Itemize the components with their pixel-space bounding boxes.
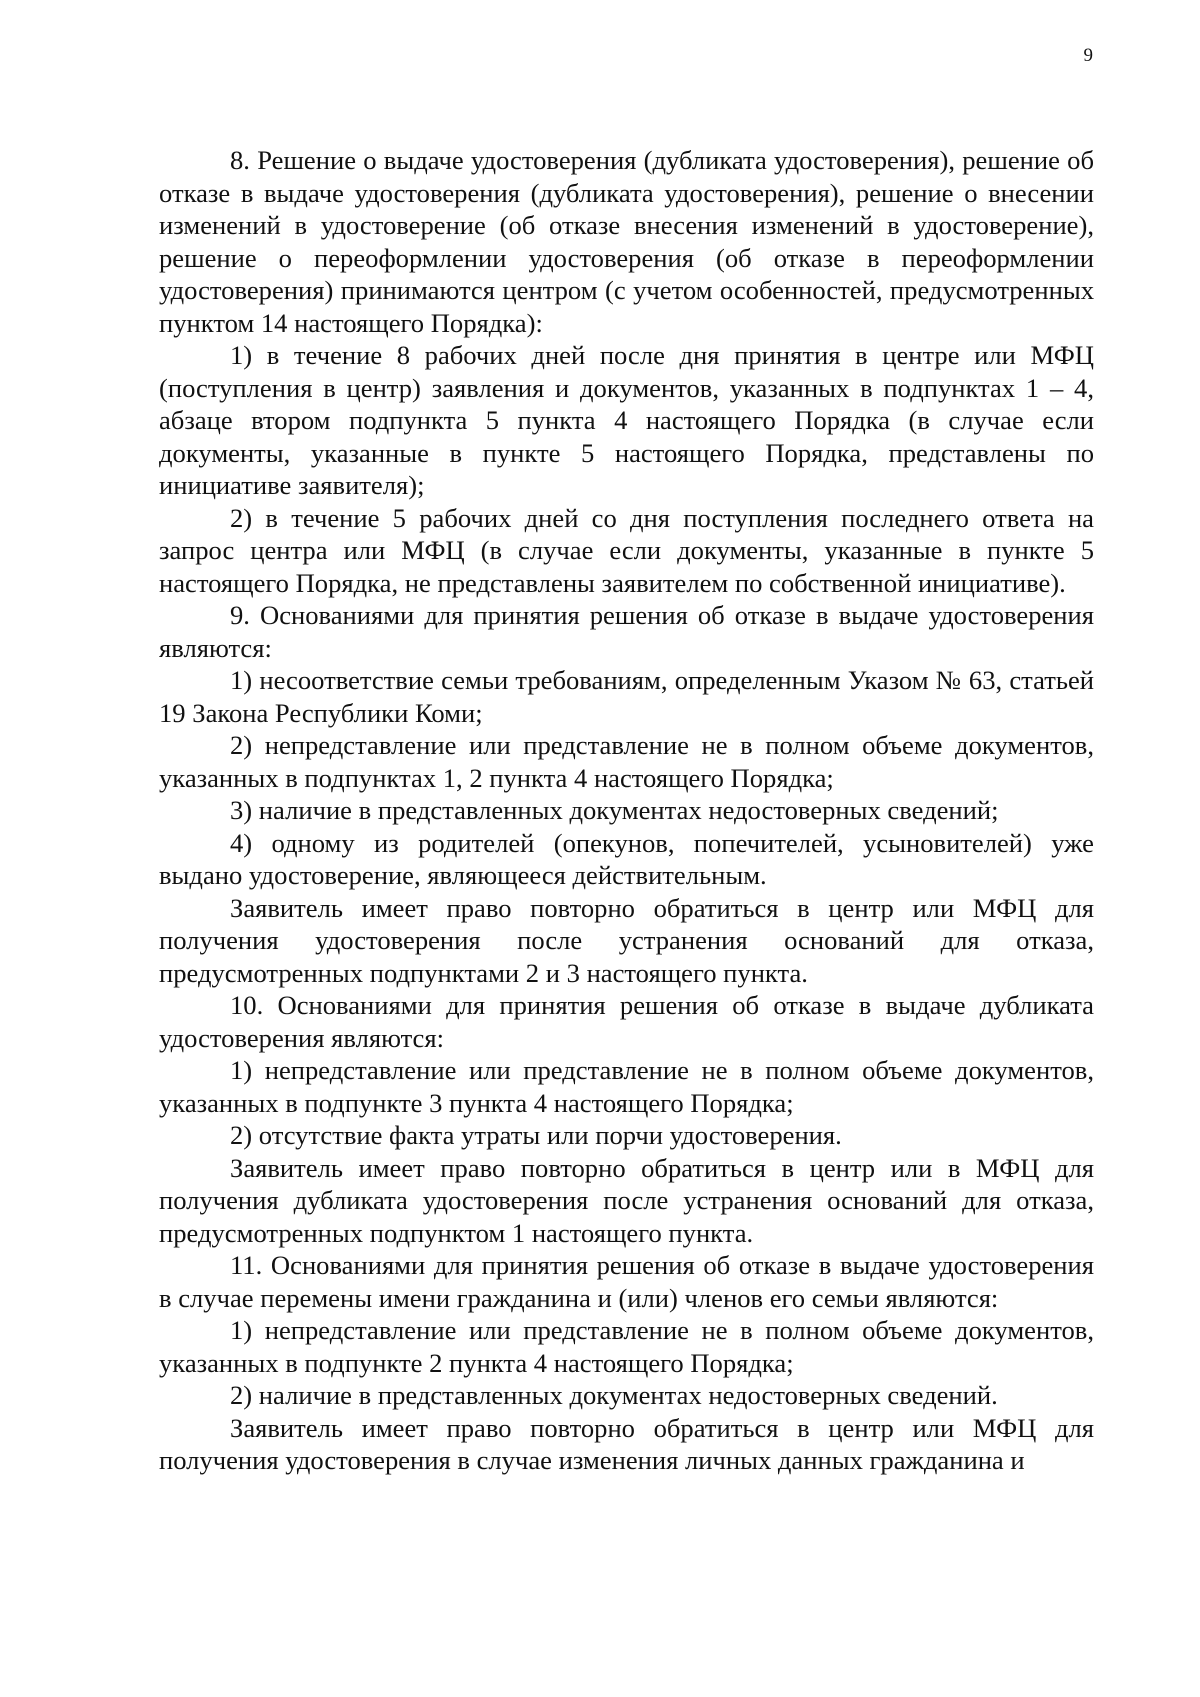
paragraph-10-intro: 10. Основаниями для принятия решения об отказе в выдаче дубликата удостоверения являются: [159, 990, 1094, 1053]
paragraph-9-item-3: 3) наличие в представленных документах недостоверных сведений; [230, 795, 999, 825]
paragraph-10-item-1: 1) непредставление или представление не в полном объеме документов, указанных в подпункте 3 пункта 4 настоящего Порядка; [159, 1055, 1094, 1118]
paragraph-11-item-1: 1) непредставление или представление не в полном объеме документов, указанных в подпункте 2 пункта 4 настоящего Порядка; [159, 1315, 1094, 1378]
paragraph-8-item-1: 1) в течение 8 рабочих дней после дня принятия в центре или МФЦ (поступления в центр) заявления и документов, указанных в подпунктах 1 – 4, абзаце втором подпункта 5 пункта 4 настоящего Порядка (в случае если документы, указанные в пункте 5 настоящего Порядка, представлены по инициативе заявителя); [159, 340, 1094, 500]
paragraph-9-item-1: 1) несоответствие семьи требованиям, определенным Указом № 63, статьей 19 Закона Республики Коми; [159, 665, 1094, 728]
paragraph-11-item-2: 2) наличие в представленных документах недостоверных сведений. [230, 1380, 998, 1410]
document-body [159, 144, 1094, 1477]
paragraph-11-note: Заявитель имеет право повторно обратиться в центр или МФЦ для получения удостоверения в случае изменения личных данных гражданина и [159, 1412, 1094, 1475]
paragraph-10-item-2: 2) отсутствие факта утраты или порчи удостоверения. [230, 1120, 842, 1150]
paragraph-9-item-2: 2) непредставление или представление не в полном объеме документов, указанных в подпунктах 1, 2 пункта 4 настоящего Порядка; [159, 730, 1094, 793]
paragraph-11-intro: 11. Основаниями для принятия решения об отказе в выдаче удостоверения в случае перемены имени гражданина и (или) членов его семьи являются: [159, 1250, 1094, 1313]
paragraph-8-intro: 8. Решение о выдаче удостоверения (дубликата удостоверения), решение об отказе в выдаче удостоверения (дубликата удостоверения), решение о внесении изменений в удостоверение (об отказе внесения изменений в удостоверение), решение о переоформлении удостоверения (об отказе в переоформлении удостоверения) принимаются центром (с учетом особенностей, предусмотренных пунктом 14 настоящего Порядка): [159, 145, 1094, 338]
page-number: 9 [1083, 45, 1093, 66]
paragraph-8-item-2: 2) в течение 5 рабочих дней со дня поступления последнего ответа на запрос центра или МФЦ (в случае если документы, указанные в пункте 5 настоящего Порядка, не представлены заявителем по собственной инициативе). [159, 502, 1094, 598]
paragraph-9-item-4: 4) одному из родителей (опекунов, попечителей, усыновителей) уже выдано удостоверение, являющееся действительным. [159, 827, 1094, 890]
paragraph-9-note: Заявитель имеет право повторно обратиться в центр или МФЦ для получения удостоверения после устранения оснований для отказа, предусмотренных подпунктами 2 и 3 настоящего пункта. [159, 892, 1094, 988]
paragraph-10-note: Заявитель имеет право повторно обратиться в центр или в МФЦ для получения дубликата удостоверения после устранения оснований для отказа, предусмотренных подпунктом 1 настоящего пункта. [159, 1152, 1094, 1248]
paragraph-9-intro: 9. Основаниями для принятия решения об отказе в выдаче удостоверения являются: [159, 600, 1094, 663]
